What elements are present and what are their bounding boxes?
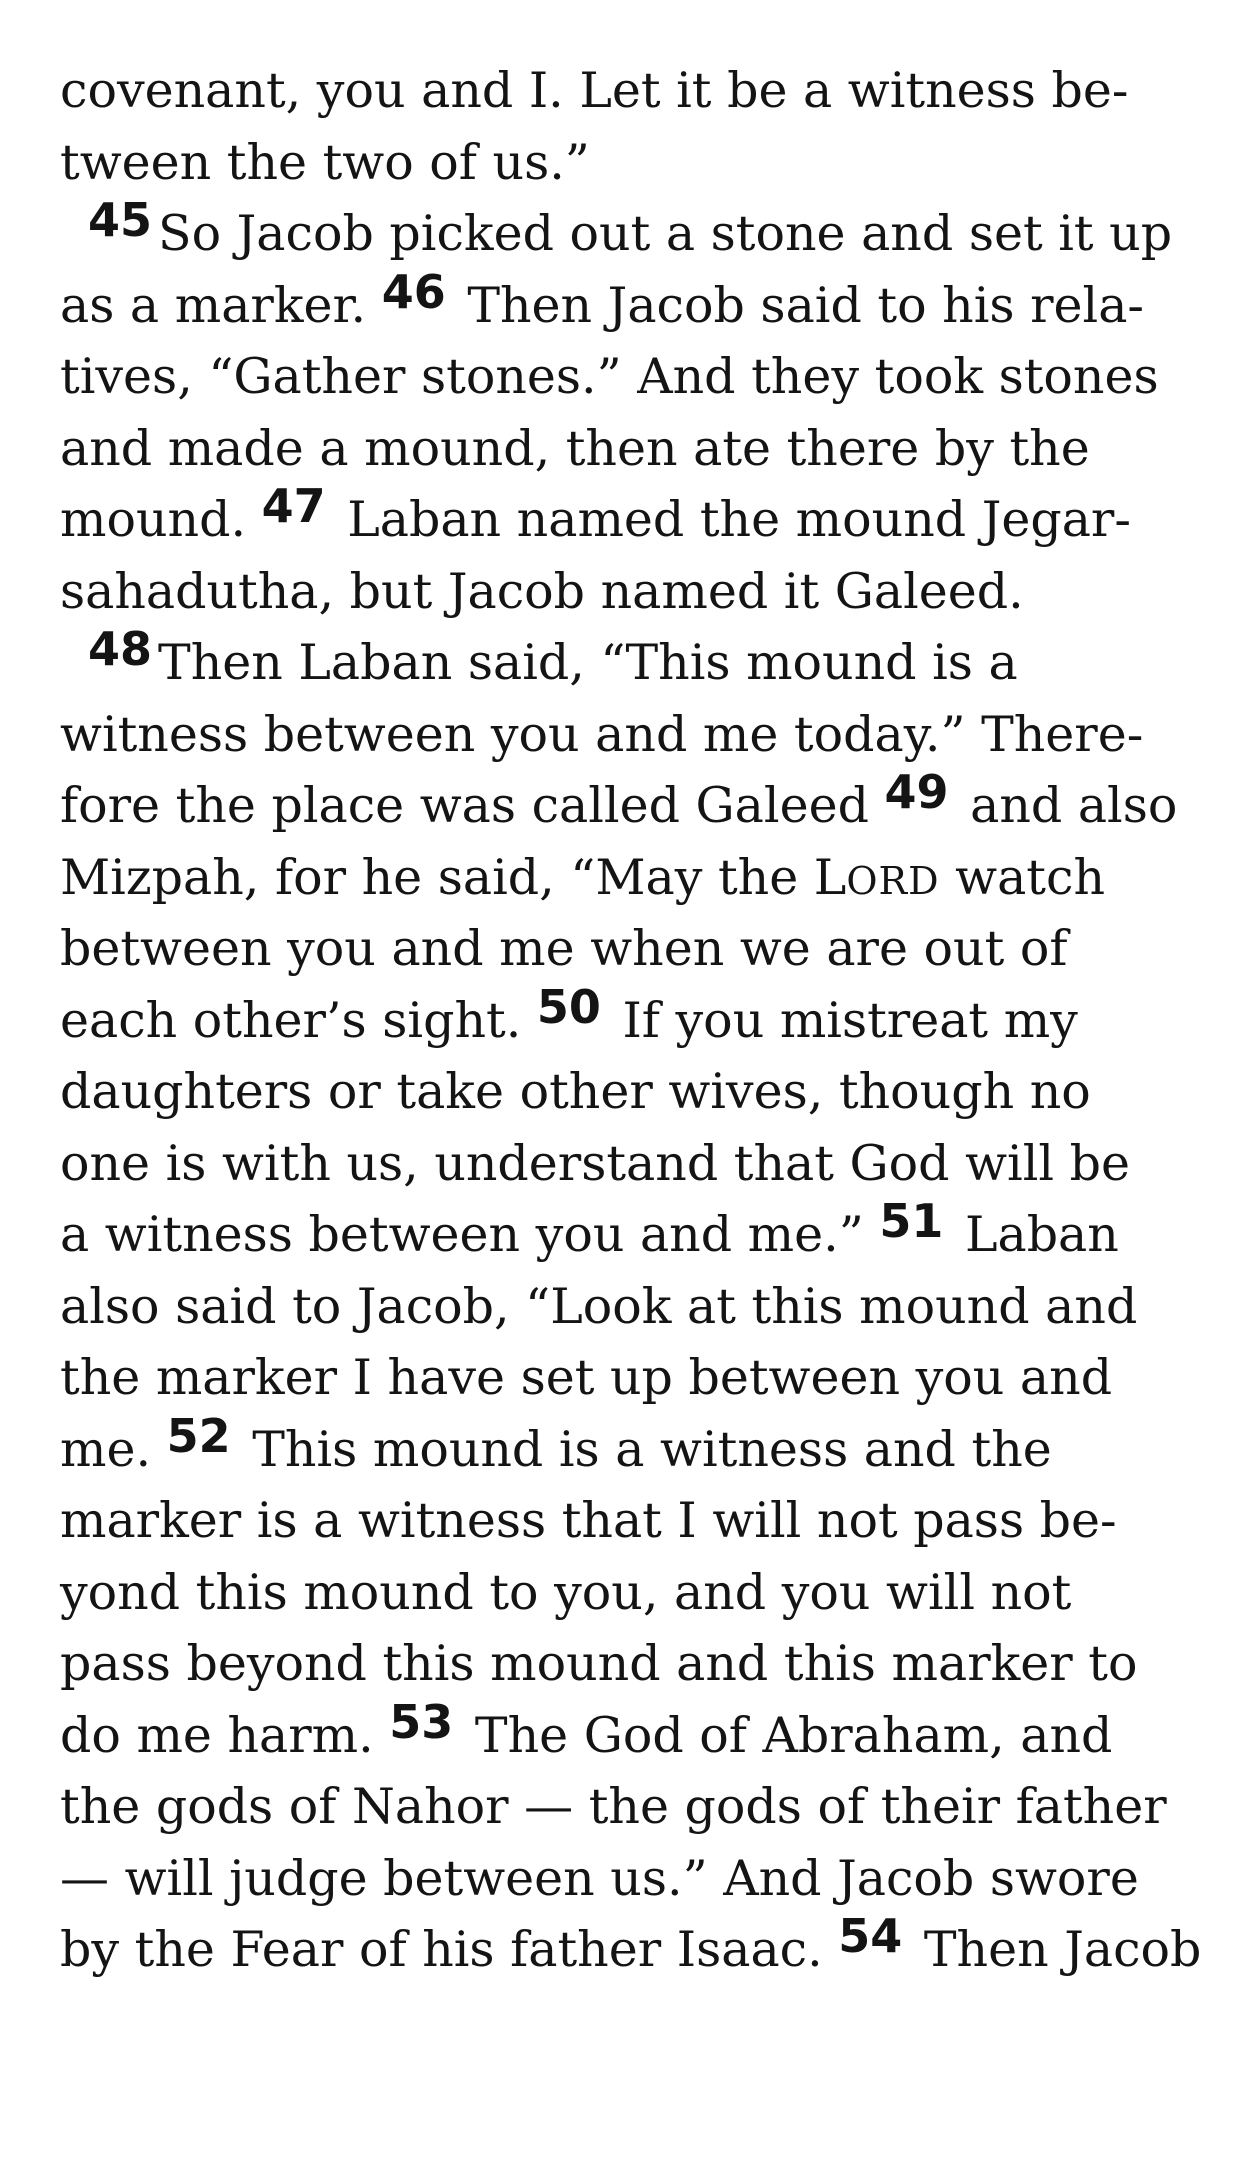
text-line — [60, 1694, 1190, 1772]
verse-text: Laban named the mound Jegar- — [347, 491, 1131, 548]
text-line — [60, 127, 1190, 199]
text-line — [60, 55, 1190, 127]
verse-text: Then Jacob said to his rela- — [467, 276, 1144, 334]
text-line — [60, 1909, 1202, 1986]
verse-text: witness between you and me today.” There- — [60, 705, 1144, 763]
text-line — [60, 1485, 1190, 1557]
text-line — [60, 979, 1190, 1057]
text-line — [60, 193, 1190, 270]
verse-text: Then Laban said, “This mound is a — [158, 634, 1018, 691]
verse-text: one is with us, understand that God will be — [60, 1134, 1130, 1192]
text-line — [60, 1194, 1190, 1271]
verse-text: the gods of Nahor — the gods of their father — [60, 1778, 1167, 1835]
verse-number: 49 — [884, 765, 949, 819]
text-line — [60, 1271, 1190, 1343]
verse-text: between you and me when we are out of — [60, 920, 1068, 977]
text-line — [60, 913, 1190, 985]
verse-text: sahadutha, but Jacob named it Galeed. — [60, 562, 1024, 620]
verse-text: Mizpah, for he said, “May the — [60, 848, 799, 906]
verse-text: If you mistreat my — [622, 991, 1078, 1049]
verse-text: as a marker. — [60, 276, 367, 334]
verse-number: 47 — [261, 479, 326, 533]
verse-text: mound. — [60, 491, 247, 548]
text-line — [60, 622, 1190, 699]
verse-text: tives, “Gather stones.” And they took stones — [60, 348, 1159, 405]
verse-text: me. — [60, 1420, 152, 1478]
text-line — [60, 1628, 1190, 1700]
verse-text: daughters or take other wives, though no — [60, 1063, 1091, 1120]
text-line — [60, 1771, 1190, 1843]
verse-text: So Jacob picked out a stone and set it up — [158, 205, 1173, 262]
verse-text: Laban — [964, 1206, 1119, 1263]
smallcaps-initial: L — [813, 848, 847, 906]
verse-text: the marker I have set up between you and — [60, 1349, 1113, 1406]
smallcaps-rest: ORD — [846, 858, 940, 903]
text-line — [60, 1342, 1190, 1414]
verse-text: fore the place was called Galeed — [60, 777, 869, 834]
verse-number: 54 — [838, 1909, 903, 1963]
text-line — [60, 1128, 1190, 1200]
text-line — [60, 1408, 1190, 1486]
text-line — [60, 842, 1190, 914]
verse-text: yond this mound to you, and you will not — [60, 1563, 1072, 1621]
verse-text: Then Jacob — [923, 1921, 1202, 1978]
verse-text: pass beyond this mound and this marker to — [60, 1635, 1138, 1692]
verse-number: 45 — [88, 193, 153, 247]
verse-text: marker is a witness that I will not pass be- — [60, 1492, 1117, 1549]
verse-text: and also — [970, 777, 1178, 834]
text-line — [60, 413, 1190, 485]
text-line — [60, 699, 1190, 771]
text-line — [60, 1843, 1190, 1915]
verse-number: 50 — [536, 979, 601, 1034]
verse-number: 51 — [879, 1194, 944, 1248]
page-footer — [0, 2138, 1242, 2157]
text-line — [60, 556, 1190, 628]
scripture-text — [60, 55, 1202, 1986]
verse-text: tween the two of us.” — [60, 133, 590, 191]
divine-name-smallcaps — [814, 849, 940, 906]
verse-text: also said to Jacob, “Look at this mound and — [60, 1277, 1138, 1335]
verse-text: The God of Abraham, and — [474, 1706, 1113, 1764]
text-line — [60, 264, 1190, 342]
verse-text: each other’s sight. — [60, 991, 522, 1049]
verse-text: This mound is a witness and the — [252, 1420, 1052, 1478]
verse-text: and made a mound, then ate there by the — [60, 419, 1090, 477]
verse-number: 52 — [166, 1408, 231, 1463]
verse-number: 48 — [88, 622, 153, 676]
verse-text: watch — [955, 848, 1106, 906]
verse-number: 46 — [381, 264, 446, 319]
text-line — [60, 765, 1190, 842]
verse-text: a witness between you and me.” — [60, 1206, 864, 1263]
verse-number: 53 — [389, 1694, 454, 1749]
text-line — [60, 479, 1190, 556]
text-line — [60, 341, 1190, 413]
text-line — [60, 1056, 1190, 1128]
verse-text: — will judge between us.” And Jacob swore — [60, 1849, 1139, 1907]
verse-text: by the Fear of his father Isaac. — [60, 1921, 823, 1978]
verse-text: covenant, you and I. Let it be a witness be- — [60, 62, 1129, 119]
verse-text: do me harm. — [60, 1706, 374, 1764]
text-line — [60, 1557, 1190, 1629]
